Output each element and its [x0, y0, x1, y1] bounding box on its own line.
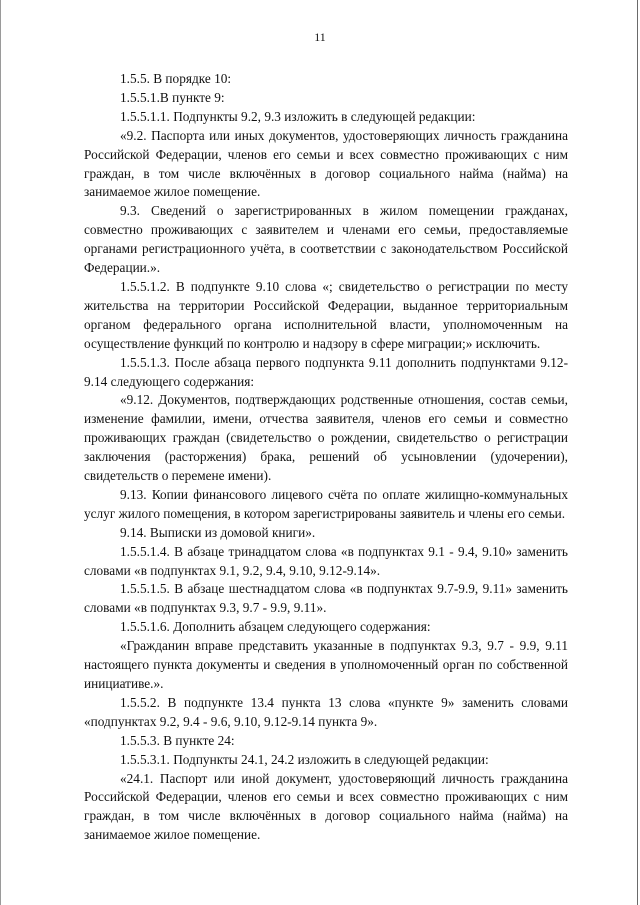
- paragraph: 1.5.5.1.5. В абзаце шестнадцатом слова «в подпунктах 9.7-9.9, 9.11» заменить словами «в подпунктах 9.3, 9.7 - 9.9, 9.11».: [84, 581, 568, 616]
- paragraph: 1.5.5.2. В подпункте 13.4 пункта 13 слова «пункте 9» заменить словами «подпунктах 9.2, 9.4 - 9.6, 9.10, 9.12-9.14 пункта 9».: [84, 694, 568, 729]
- scan-edge-left: [0, 0, 1, 905]
- paragraph: 9.13. Копии финансового лицевого счёта по оплате жилищно-коммунальных услуг жилого помещения, в котором зарегистрированы заявитель и члены его семьи.: [84, 486, 568, 521]
- paragraph: 1.5.5.1.4. В абзаце тринадцатом слова «в подпунктах 9.1 - 9.4, 9.10» заменить словами «в подпунктах 9.1, 9.2, 9.4, 9.10, 9.12-9.14».: [84, 543, 568, 578]
- paragraph: 1.5.5.1.2. В подпункте 9.10 слова «; свидетельство о регистрации по месту жительства на территории Российской Федерации, выданное территориальным органом федерального органа исполнительной власти, уполномоченным на осуществление функций по контролю и надзору в сфере миграции;» исключить.: [84, 278, 568, 351]
- scan-edge-right: [637, 0, 638, 905]
- page-number: 11: [314, 30, 326, 44]
- paragraph: 1.5.5.3. В пункте 24:: [120, 732, 235, 748]
- paragraph: 1.5.5. В порядке 10:: [120, 71, 232, 86]
- document-body: [84, 70, 568, 845]
- paragraph: «9.2. Паспорта или иных документов, удостоверяющих личность гражданина Российской Федерации, членов его семьи и всех совместно проживающих с ним граждан, в том числе включённых в договор социального найма (найма) на занимаемое жилое помещение.: [84, 127, 568, 200]
- paragraph: 9.14. Выписки из домовой книги».: [120, 524, 316, 540]
- paragraph: 1.5.5.1.3. После абзаца первого подпункта 9.11 дополнить подпунктами 9.12-9.14 следующего содержания:: [84, 354, 568, 389]
- paragraph: «Гражданин вправе представить указанные в подпунктах 9.3, 9.7 - 9.9, 9.11 настоящего пункта документы и сведения в уполномоченный орган по собственной инициативе.».: [84, 638, 568, 691]
- paragraph: 1.5.5.1.1. Подпункты 9.2, 9.3 изложить в следующей редакции:: [120, 108, 476, 124]
- paragraph: «9.12. Документов, подтверждающих родственные отношения, состав семьи, изменение фамилии, имени, отчества заявителя, членов его семьи и совместно проживающих граждан (свидетельство о рождении, свидетельство о регистрации заключения (расторжения) брака, решений об усыновлении (удочерении), свидетельств о перемене имени).: [84, 392, 568, 484]
- paragraph: «24.1. Паспорт или иной документ, удостоверяющий личность гражданина Российской Федерации, членов его семьи и всех совместно проживающих с ним граждан, в том числе включённых в договор социального найма (найма) на занимаемое жилое помещение.: [84, 770, 568, 843]
- paragraph: 1.5.5.3.1. Подпункты 24.1, 24.2 изложить в следующей редакции:: [120, 751, 489, 767]
- paragraph: 1.5.5.1.6. Дополнить абзацем следующего содержания:: [120, 619, 431, 635]
- paragraph: 9.3. Сведений о зарегистрированных в жилом помещении гражданах, совместно проживающих с заявителем и членами его семьи, предоставляемые органами регистрационного учёта, в соответствии с законодательством Российской Федерации.».: [84, 203, 568, 276]
- paragraph: 1.5.5.1.В пункте 9:: [120, 89, 225, 105]
